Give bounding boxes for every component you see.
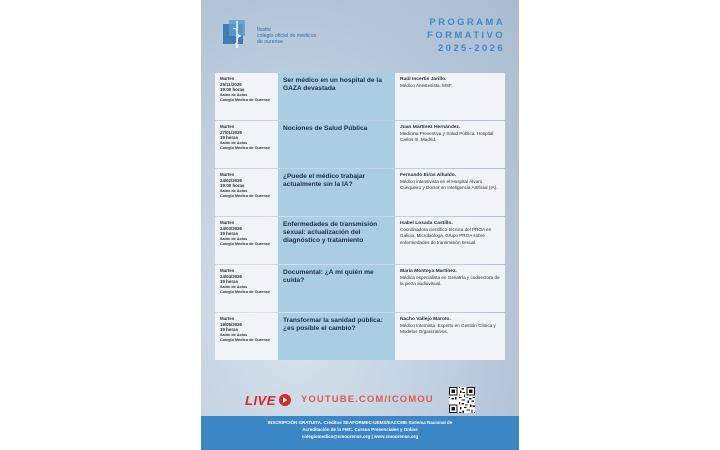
- date-weekday: Martes: [220, 220, 235, 225]
- date-venue: Colegio Médico de Ourense: [220, 193, 271, 198]
- session-speaker: [395, 265, 505, 312]
- session-row: [215, 217, 505, 264]
- session-date: [215, 217, 278, 264]
- date-weekday: Martes: [220, 268, 235, 273]
- session-speaker: [395, 313, 505, 360]
- session-row: [215, 169, 505, 216]
- speaker-bio: Médico intensivista en el Hospital Álvaro Cunqueiro y Doctor en Inteligencia Artificial (IA).: [400, 179, 498, 191]
- program-poster: [201, 0, 519, 450]
- play-icon: [279, 394, 291, 406]
- speaker-name: Juan Martínez Hernández.: [400, 125, 461, 130]
- qr-code-icon[interactable]: [449, 387, 475, 413]
- footer-line: Acreditación de la FMC. Cursos Presenciales y Online: [302, 427, 418, 432]
- caduceus-logo-icon: [221, 18, 253, 50]
- session-date: [215, 265, 278, 312]
- date-venue: Colegio Médico de Ourense: [220, 145, 271, 150]
- session-date: [215, 121, 278, 168]
- title-line: 2025-2026: [437, 43, 505, 54]
- date-day: 19/05/2026: [220, 321, 242, 327]
- sessions-table: [215, 73, 505, 361]
- session-date: [215, 169, 278, 216]
- session-title: Transformar la sanidad pública: ¿es posible el cambio?: [278, 313, 395, 360]
- date-room: Salón de Actos: [220, 92, 248, 97]
- title-line: PROGRAMA: [429, 17, 505, 28]
- speaker-bio: Médico Internista. Experto en Gestión Clínica y Modelos Organizativos.: [400, 323, 496, 335]
- date-weekday: Martes: [220, 124, 235, 129]
- session-title: Ser médico en un hospital de la GAZA devastada: [278, 73, 395, 120]
- session-speaker: [395, 169, 505, 216]
- date-weekday: Martes: [220, 172, 235, 177]
- date-day: 24/04/2026: [220, 273, 242, 279]
- speaker-name: Isabel Losada Castillo.: [400, 221, 453, 226]
- session-row: [215, 313, 505, 360]
- logo-line: Ilustre: [257, 27, 272, 33]
- session-date: [215, 313, 278, 360]
- footer-line: INSCRIPCIÓN GRATUITA. Créditos SEAFORMEC-UEMS/EACCME-Sistema Nacional de: [267, 420, 453, 425]
- logo-line: de ourense: [257, 39, 283, 45]
- session-date: [215, 73, 278, 120]
- college-logo: [221, 18, 321, 54]
- session-row: [215, 73, 505, 120]
- date-time: 19 horas: [220, 327, 239, 333]
- speaker-name: Raúl Incertis Jarillo.: [400, 77, 447, 82]
- speaker-name: Nacho Vallejo Maroto.: [400, 317, 451, 322]
- program-title: [427, 16, 505, 55]
- session-speaker: [395, 73, 505, 120]
- session-speaker: [395, 121, 505, 168]
- footer-contact[interactable]: colegiomedico@cmourense.org | www.cmourense.org: [301, 434, 419, 439]
- date-day: 24/03/2026: [220, 225, 242, 231]
- speaker-bio: Médico Anestesista. MSF.: [400, 83, 453, 89]
- date-room: Salón de Actos: [220, 284, 248, 289]
- date-weekday: Martes: [220, 76, 235, 81]
- date-time: 19:00 horas: [220, 87, 245, 93]
- date-room: Salón de Actos: [220, 332, 248, 337]
- date-time: 19:00 horas: [220, 183, 245, 189]
- speaker-bio: Médica especialista en Geriatría y codirectora de la pieza audiovisual.: [400, 275, 500, 287]
- speaker-name: María Montoya Martínez.: [400, 269, 457, 274]
- date-time: 19 horas: [220, 231, 239, 237]
- date-day: 27/01/2025: [220, 129, 242, 135]
- session-speaker: [395, 217, 505, 264]
- date-day: 24/02/2026: [220, 177, 242, 183]
- date-time: 19 horas: [220, 279, 239, 285]
- speaker-name: Fernando Eiras Alhaldo.: [400, 173, 457, 178]
- speaker-bio: Coordinadora científico-técnica del PROA en Galicia. Microbióloga. Grupo PROA sobre enfermedades de transmisión sexual.: [400, 227, 492, 245]
- session-title: Documental: ¿A mí quién me cuida?: [278, 265, 395, 312]
- live-badge[interactable]: [245, 390, 291, 410]
- title-line: FORMATIVO: [427, 30, 505, 41]
- logo-line: colegio oficial de médicos: [257, 33, 317, 39]
- footer-banner: [201, 416, 519, 450]
- date-venue: Colegio Médico de Ourense: [220, 289, 271, 294]
- date-venue: Colegio Médico de Ourense: [220, 97, 271, 102]
- session-row: [215, 121, 505, 168]
- date-venue: Colegio Médico de Ourense: [220, 241, 271, 246]
- live-label: LIVE: [245, 392, 276, 408]
- speaker-bio: Medicina Preventiva y Salud Pública. Hospital Carlos III, Madrid.: [400, 131, 494, 143]
- session-title: ¿Puede el médico trabajar actualmente sin la IA?: [278, 169, 395, 216]
- date-time: 19 horas: [220, 135, 239, 141]
- date-room: Salón de Actos: [220, 188, 248, 193]
- date-room: Salón de Actos: [220, 140, 248, 145]
- session-title: Nociones de Salud Pública: [278, 121, 395, 168]
- youtube-link[interactable]: YOUTUBE.COM/ICOMOU: [301, 394, 434, 405]
- session-title: Enfermedades de transmisión sexual: actualización del diagnóstico y tratamiento: [278, 217, 395, 264]
- date-room: Salón de Actos: [220, 236, 248, 241]
- date-weekday: Martes: [220, 316, 235, 321]
- session-row: [215, 265, 505, 312]
- date-day: 25/11/2025: [220, 81, 242, 87]
- date-venue: Colegio Médico de Ourense: [220, 337, 271, 342]
